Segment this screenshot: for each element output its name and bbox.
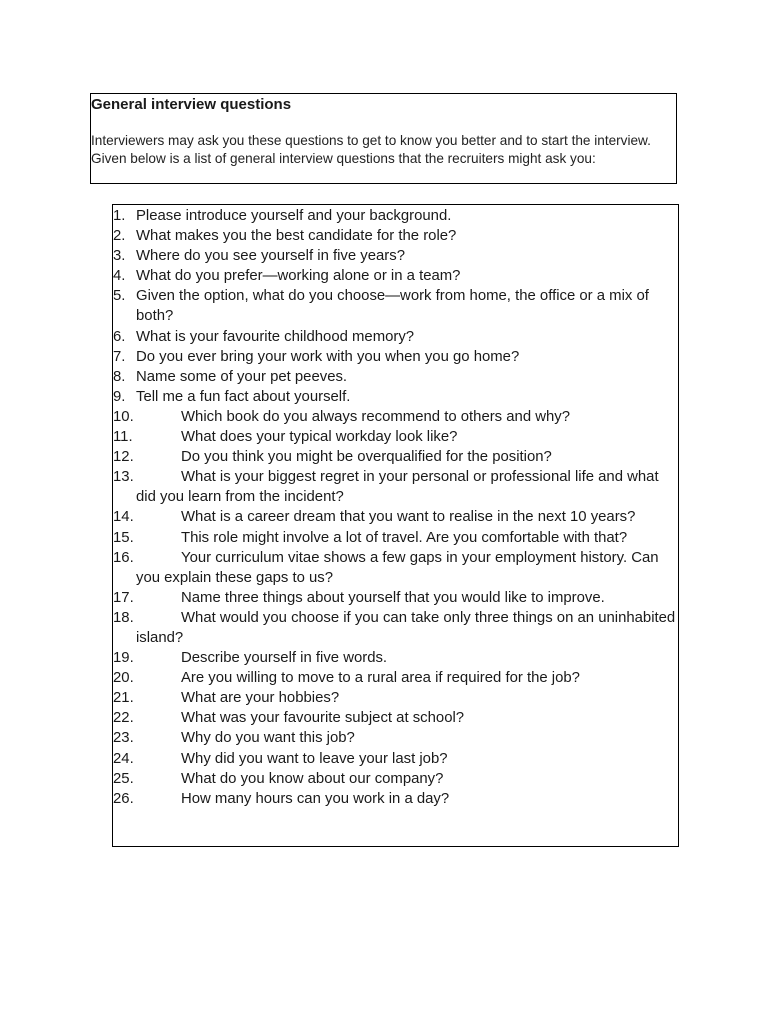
intro-paragraph: Interviewers may ask you these questions to get to know you better and to start the interview. Given below is a list of general interview questions that the recruiters might ask you: — [91, 133, 651, 166]
question-number: 24. — [113, 750, 134, 767]
question-item — [113, 668, 677, 688]
question-text: What is your biggest regret in your personal or professional life and what did you learn from the incident? — [136, 469, 659, 506]
question-item — [113, 688, 677, 708]
section-title: General interview questions — [91, 96, 292, 113]
question-item — [113, 789, 677, 809]
question-text: What is your favourite childhood memory? — [136, 328, 415, 345]
questions-box — [112, 204, 679, 847]
question-item — [113, 728, 677, 748]
question-item — [113, 507, 677, 527]
question-item — [113, 407, 677, 427]
question-item — [113, 286, 677, 326]
question-number: 16. — [113, 549, 134, 566]
question-item — [113, 327, 677, 347]
question-number: 9. — [113, 388, 126, 405]
question-text: Please introduce yourself and your background. — [136, 208, 452, 224]
question-item — [113, 648, 677, 668]
question-number: 15. — [113, 529, 134, 546]
question-text: Which book do you always recommend to others and why? — [181, 408, 571, 425]
question-item — [113, 226, 677, 246]
question-item — [113, 769, 677, 789]
question-text: What was your favourite subject at school? — [181, 710, 465, 727]
question-item — [113, 608, 677, 648]
questions-list — [113, 206, 677, 809]
question-item — [113, 447, 677, 467]
question-number: 21. — [113, 690, 134, 707]
question-number: 8. — [113, 368, 126, 385]
question-text: Do you ever bring your work with you when you go home? — [136, 348, 520, 365]
question-number: 19. — [113, 650, 134, 667]
question-text: What does your typical workday look like? — [181, 429, 458, 446]
question-number: 17. — [113, 589, 134, 606]
question-text: Why did you want to leave your last job? — [181, 750, 448, 767]
question-number: 1. — [113, 208, 126, 224]
question-text: Given the option, what do you choose—work from home, the office or a mix of both? — [136, 288, 649, 325]
question-item — [113, 347, 677, 367]
question-number: 14. — [113, 509, 134, 526]
question-number: 2. — [113, 228, 126, 245]
question-text: This role might involve a lot of travel. Are you comfortable with that? — [181, 529, 628, 546]
question-text: What is a career dream that you want to realise in the next 10 years? — [181, 509, 636, 526]
question-text: Name some of your pet peeves. — [136, 368, 348, 385]
question-item — [113, 246, 677, 266]
question-number: 11. — [113, 429, 133, 446]
question-text: Where do you see yourself in five years? — [136, 248, 405, 265]
question-text: Describe yourself in five words. — [181, 650, 388, 667]
question-item — [113, 588, 677, 608]
question-number: 4. — [113, 268, 126, 285]
question-item — [113, 749, 677, 769]
question-number: 10. — [113, 408, 134, 425]
question-number: 23. — [113, 730, 134, 747]
question-text: Do you think you might be overqualified for the position? — [181, 449, 552, 466]
question-item — [113, 708, 677, 728]
question-item — [113, 367, 677, 387]
question-text: Are you willing to move to a rural area if required for the job? — [181, 670, 580, 687]
question-text: What are your hobbies? — [181, 690, 340, 707]
question-item — [113, 548, 677, 588]
question-text: What do you know about our company? — [181, 770, 444, 787]
question-text: Tell me a fun fact about yourself. — [136, 388, 351, 405]
question-number: 3. — [113, 248, 126, 265]
question-text: Name three things about yourself that you would like to improve. — [181, 589, 605, 606]
question-text: What do you prefer—working alone or in a team? — [136, 268, 461, 285]
question-text: What would you choose if you can take only three things on an uninhabited island? — [136, 609, 676, 646]
question-item — [113, 206, 677, 226]
question-text: What makes you the best candidate for the role? — [136, 228, 457, 245]
question-number: 18. — [113, 609, 134, 626]
question-item — [113, 266, 677, 286]
question-number: 7. — [113, 348, 126, 365]
question-item — [113, 387, 677, 407]
question-item — [113, 427, 677, 447]
question-number: 5. — [113, 288, 126, 305]
intro-box — [90, 93, 677, 184]
question-number: 12. — [113, 449, 134, 466]
question-item — [113, 528, 677, 548]
question-number: 22. — [113, 710, 134, 727]
question-number: 13. — [113, 469, 134, 486]
question-text: Your curriculum vitae shows a few gaps in your employment history. Can you explain these gaps to us? — [136, 549, 659, 586]
question-number: 26. — [113, 790, 134, 807]
question-text: Why do you want this job? — [181, 730, 355, 747]
question-number: 6. — [113, 328, 126, 345]
question-item — [113, 467, 677, 507]
question-text: How many hours can you work in a day? — [181, 790, 450, 807]
question-number: 20. — [113, 670, 134, 687]
question-number: 25. — [113, 770, 134, 787]
